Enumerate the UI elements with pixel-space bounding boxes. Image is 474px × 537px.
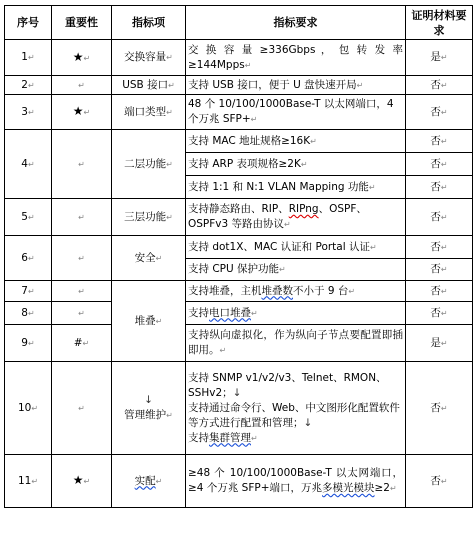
cell-importance: ↵ <box>52 362 112 455</box>
cell-requirement: 支持静态路由、RIP、RIPng、OSPF、OSPFv3 等路由协议↵ <box>186 199 406 236</box>
cell-requirement: 48 个 10/100/1000Base-T 以太网端口，4 个万兆 SFP+↵ <box>186 95 406 130</box>
cell-proof: 否↵ <box>406 76 473 95</box>
cell-requirement: 支持 dot1X、MAC 认证和 Portal 认证↵ <box>186 236 406 259</box>
cell-seq: 9↵ <box>5 325 52 362</box>
table-row <box>5 130 473 153</box>
table-row <box>5 455 473 508</box>
table-row <box>5 76 473 95</box>
star-icon: ★ <box>72 49 84 64</box>
cell-requirement: ≥48 个 10/100/1000Base-T 以太网端口，≥4 个万兆 SFP+端口，万兆多模光模块≥2↵ <box>186 455 406 508</box>
cell-proof: 否↵ <box>406 362 473 455</box>
header-proof: 证明材料要求 <box>406 6 473 40</box>
table-row <box>5 40 473 76</box>
cell-requirement: 支持电口堆叠↵ <box>186 302 406 325</box>
cell-importance: ★↵ <box>52 95 112 130</box>
cell-seq: 5↵ <box>5 199 52 236</box>
cell-item: 二层功能↵ <box>112 130 186 199</box>
cell-proof: 是↵ <box>406 40 473 76</box>
cell-proof: 否↵ <box>406 455 473 508</box>
cell-importance: ★↵ <box>52 40 112 76</box>
star-icon: ★ <box>72 473 84 487</box>
cell-importance: ↵ <box>52 281 112 302</box>
cell-requirement: 支持 SNMP v1/v2/v3、Telnet、RMON、SSHv2；↓ 支持通过命令行、Web、中文图形化配置软件等方式进行配置和管理；↓ 支持集群管理↵ <box>186 362 406 455</box>
cell-requirement: 支持 1:1 和 N:1 VLAN Mapping 功能↵ <box>186 176 406 199</box>
cell-proof: 否↵ <box>406 281 473 302</box>
table-header-row <box>5 6 473 40</box>
cell-seq: 11↵ <box>5 455 52 508</box>
cell-item: 堆叠↵ <box>112 281 186 362</box>
cell-seq: 7↵ <box>5 281 52 302</box>
cell-item: 端口类型↵ <box>112 95 186 130</box>
cell-proof: 是↵ <box>406 325 473 362</box>
cell-seq: 3↵ <box>5 95 52 130</box>
star-icon: ★ <box>72 104 84 118</box>
cell-importance: ↵ <box>52 236 112 281</box>
header-item: 指标项 <box>112 6 186 40</box>
cell-seq: 6↵ <box>5 236 52 281</box>
cell-seq: 2↵ <box>5 76 52 95</box>
cell-item: ↓ 管理维护↵ <box>112 362 186 455</box>
cell-item: USB 接口↵ <box>112 76 186 95</box>
cell-requirement: 支持 CPU 保护功能↵ <box>186 259 406 281</box>
cell-proof: 否↵ <box>406 199 473 236</box>
header-seq: 序号 <box>5 6 52 40</box>
cell-item: 三层功能↵ <box>112 199 186 236</box>
cell-importance: ↵ <box>52 76 112 95</box>
cell-proof: 否↵ <box>406 153 473 176</box>
cell-proof: 否↵ <box>406 95 473 130</box>
cell-importance: #↵ <box>52 325 112 362</box>
cell-proof: 否↵ <box>406 302 473 325</box>
cell-seq: 8↵ <box>5 302 52 325</box>
table-row <box>5 236 473 259</box>
table-row <box>5 302 473 325</box>
cell-importance: ↵ <box>52 199 112 236</box>
header-importance: 重要性 <box>52 6 112 40</box>
table-row <box>5 95 473 130</box>
cell-item: 交换容量↵ <box>112 40 186 76</box>
cell-seq: 10↵ <box>5 362 52 455</box>
cell-item: 实配↵ <box>112 455 186 508</box>
cell-seq: 1↵ <box>5 40 52 76</box>
cell-requirement: 支持 ARP 表项规格≥2K↵ <box>186 153 406 176</box>
table-row <box>5 362 473 455</box>
cell-proof: 否↵ <box>406 259 473 281</box>
arrow-down-icon: ↓ <box>144 394 153 406</box>
cell-requirement: 支持 USB 接口，便于 U 盘快速开局↵ <box>186 76 406 95</box>
cell-importance: ↵ <box>52 302 112 325</box>
hash-mark: # <box>73 336 83 349</box>
cell-importance: ↵ <box>52 130 112 199</box>
table-row <box>5 281 473 302</box>
spec-table <box>4 5 473 508</box>
cell-item: 安全↵ <box>112 236 186 281</box>
cell-requirement: 支持 MAC 地址规格≥16K↵ <box>186 130 406 153</box>
cell-importance: ★↵ <box>52 455 112 508</box>
table-row <box>5 199 473 236</box>
table-row <box>5 325 473 362</box>
cell-requirement: 交 换 容 量 ≥336Gbps ， 包 转 发 率≥144Mpps↵ <box>186 40 406 76</box>
cell-proof: 否↵ <box>406 130 473 153</box>
cell-requirement: 支持纵向虚拟化，作为纵向子节点要配置即插即用。↵ <box>186 325 406 362</box>
header-requirement: 指标要求 <box>186 6 406 40</box>
cell-seq: 4↵ <box>5 130 52 199</box>
cell-requirement: 支持堆叠，主机堆叠数不小于 9 台↵ <box>186 281 406 302</box>
cell-proof: 否↵ <box>406 236 473 259</box>
cell-proof: 否↵ <box>406 176 473 199</box>
